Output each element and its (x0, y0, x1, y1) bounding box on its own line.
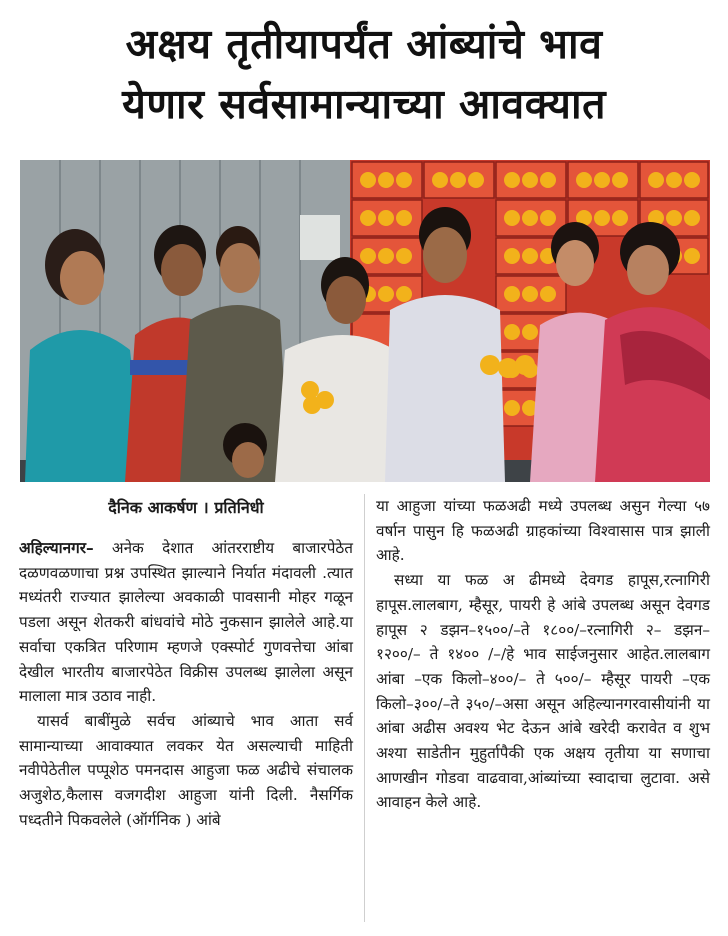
article-column-right (376, 494, 710, 815)
headline-line-1: अक्षय तृतीयापर्यंत आंब्यांचे भाव (125, 20, 603, 68)
article-paragraph-2: यासर्व बाबींमुळे सर्वच आंब्याचे भाव आता सर्व सामान्याच्या आवाक्यात लवकर येत असल्याची माहिती नवीपेठेतील पप्पूशेठ पमनदास आहुजा फळ अढीचे संचालक अजुशेठ,कैलास वजगदीश आहुजा यांनी दिली. नैसर्गिक पध्दतीने पिकवलेले (ऑर्गनिक ) आंबे (19, 711, 353, 829)
byline: दैनिक आकर्षण । प्रतिनिधी (108, 498, 264, 517)
column-divider (364, 494, 365, 922)
dateline: अहिल्यानगर– (19, 539, 94, 557)
article-paragraph-1 (19, 536, 353, 709)
article-paragraph-3: या आहुजा यांच्या फळअढी मध्ये उपलब्ध असुन गेल्या ५७ वर्षान पासुन हि फळअढी ग्राहकांच्या विश्वासास पात्र झाली आहे. (376, 497, 710, 565)
article-column-left (19, 494, 353, 832)
headline-line-2: येणार सर्वसामान्याच्या आवक्यात (122, 80, 606, 128)
paragraph-1-text: अनेक देशात आंतरराष्टीय बाजारपेठेत दळणवळणाचा प्रश्न उपस्थित झाल्याने निर्यात मंदावली .त्यात मध्यंतरी राज्यात झालेल्या अवकाळी पावसानी मोहर गळून पडला असून शेतकरी बांधवांचे मोठे नुकसान झालेले आहे.या सर्वाचा एकत्रित परिणाम म्हणजे एक्स्पोर्ट गुणवत्तेचा आंबा देखील भारतीय बाजारपेठेत विक्रीस उपलब्ध झालेला असून मालाला मात्र उठाव नाही. (19, 539, 353, 706)
headline (0, 14, 728, 134)
article-paragraph-4: सध्या या फळ अ ढीमध्ये देवगड हापूस,रत्नागिरी हापूस.लालबाग, म्हैसूर, पायरी हे आंबे उपलब्ध असून देवगड हापूस २ डझन–१५००/–ते १८००/–रत्नागिरी २– डझन–१२००/– ते १४०० /–/हे भाव साईजनुसार आहेत.लालबाग आंबा –एक किलो–४००/– ते ५००/– म्हैसूर पायरी –एक किलो–३००/–ते ३५०/–असा असून अहिल्यानगरवासीयांनी या आंबा अढीस अवश्य भेट देऊन आंबे खरेदी करावेत व शुभ अश्या साडेतीन मुहुर्तापैकी एक अक्षय तृतीया या सणाचा आणखीन गोडवा वाढवावा,आंब्यांच्या स्वादाचा लुटावा. असे आवाहन केले आहे. (376, 571, 710, 812)
article-photo (20, 160, 710, 482)
photo-illustration (20, 160, 710, 482)
